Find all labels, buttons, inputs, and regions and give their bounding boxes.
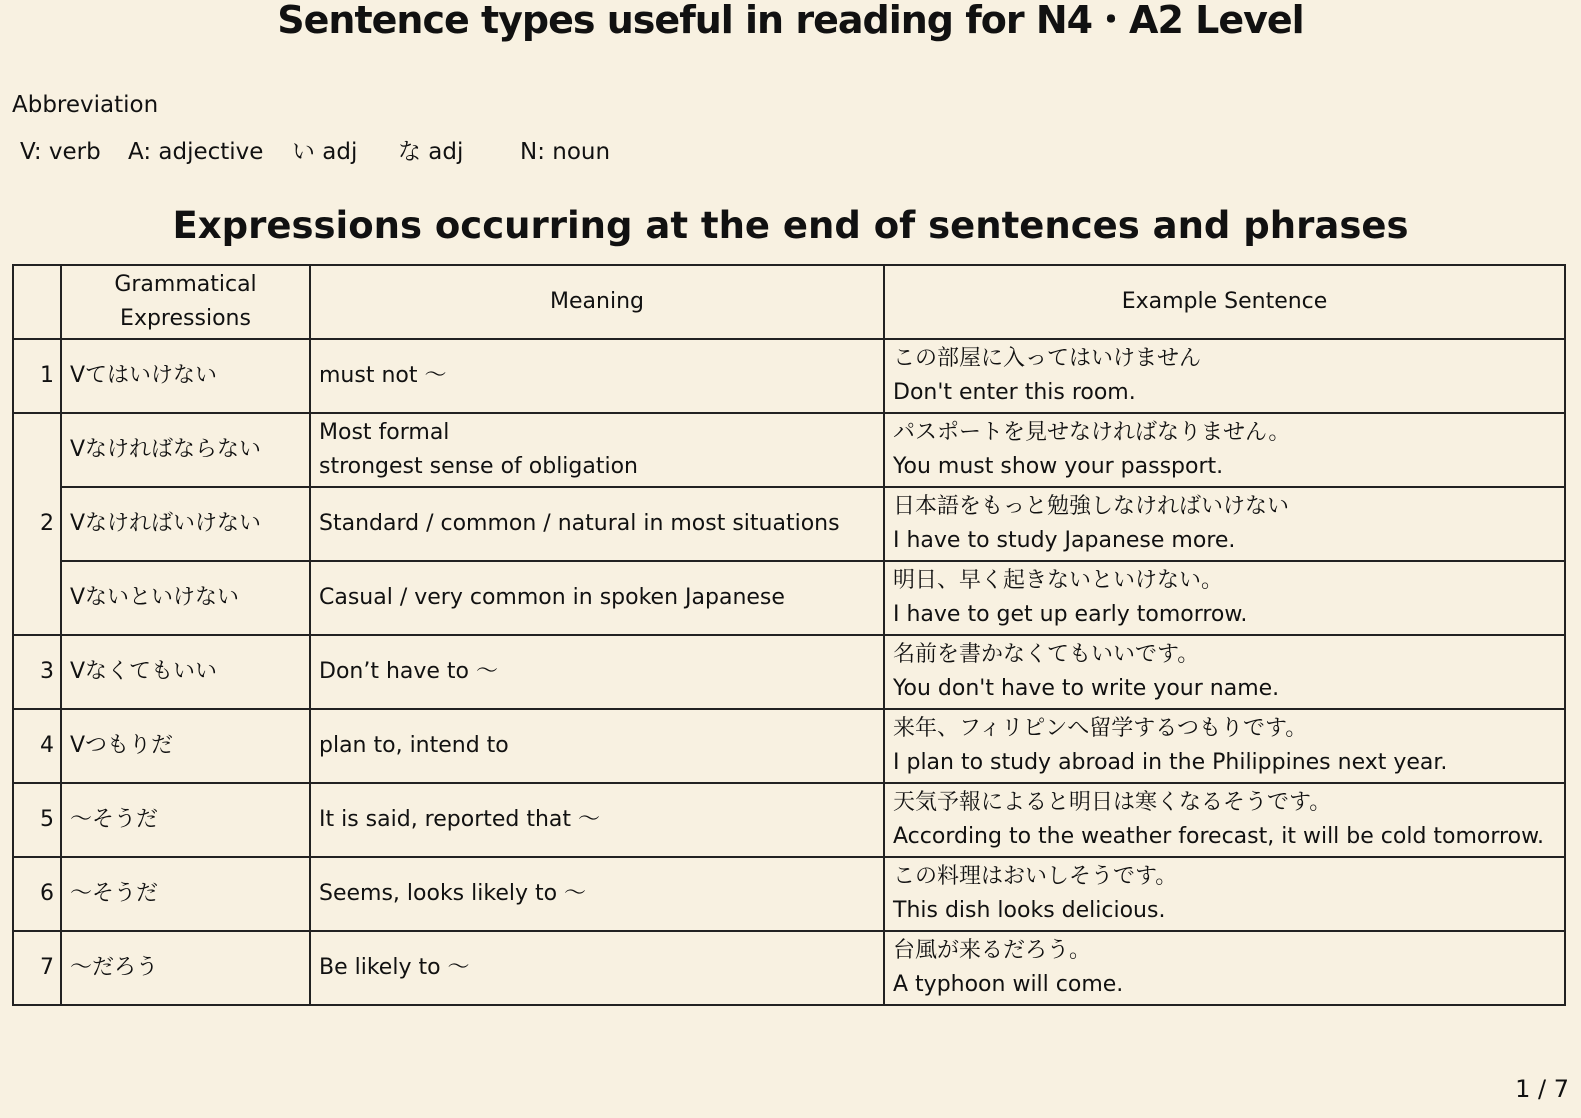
row-meaning-line1: Be likely to 〜 [319,955,470,980]
row-meaning [310,783,884,857]
row-example [884,561,1565,635]
row-number: 3 [13,635,61,709]
table-row [13,339,1565,413]
header-number [13,265,61,339]
row-meaning-line1: plan to, intend to [319,733,509,758]
page-title: Sentence types useful in reading for N4・A2 Level [277,0,1304,42]
row-example [884,857,1565,931]
table-row [13,413,1565,487]
row-number: 7 [13,931,61,1005]
row-example-english: I have to get up early tomorrow. [893,602,1248,627]
row-example-english: I have to study Japanese more. [893,528,1236,553]
table-row [13,487,1565,561]
row-example-japanese: この料理はおいしそうです。 [893,864,1178,889]
row-example [884,635,1565,709]
row-example-english: I plan to study abroad in the Philippines next year. [893,750,1448,775]
row-meaning [310,561,884,635]
row-expression: 〜そうだ [61,783,310,857]
abbreviation-adjective: A: adjective [128,139,264,165]
row-meaning-line1: Standard / common / natural in most situations [319,511,840,536]
row-meaning [310,413,884,487]
table-row [13,635,1565,709]
row-example-english: Don't enter this room. [893,380,1136,405]
table-row [13,857,1565,931]
row-expression: Vなくてもいい [61,635,310,709]
abbreviation-verb: V: verb [20,139,101,165]
row-example-japanese: 台風が来るだろう。 [893,938,1092,963]
row-example-english: A typhoon will come. [893,972,1124,997]
row-number: 2 [13,413,61,635]
row-expression: Vつもりだ [61,709,310,783]
row-meaning-line1: Seems, looks likely to 〜 [319,881,587,906]
row-expression: Vなければいけない [61,487,310,561]
abbreviation-heading: Abbreviation [12,92,159,118]
row-meaning [310,857,884,931]
abbreviation-na-adjective: な adj [398,139,464,165]
row-number: 4 [13,709,61,783]
table-header-row [13,265,1565,339]
row-example [884,931,1565,1005]
row-expression: Vなければならない [61,413,310,487]
row-meaning [310,339,884,413]
row-example-japanese: 明日、早く起きないといけない。 [893,568,1224,593]
grammar-table [12,264,1566,1006]
row-meaning-line2: strongest sense of obligation [319,454,638,479]
page-number: 1 / 7 [1515,1075,1569,1103]
header-expression-line2: Expressions [120,306,251,331]
row-number: 1 [13,339,61,413]
row-example-japanese: 名前を書かなくてもいいです。 [893,642,1200,667]
row-example-english: You must show your passport. [893,454,1224,479]
row-example-japanese: 来年、フィリピンへ留学するつもりです。 [893,716,1308,741]
row-expression: Vてはいけない [61,339,310,413]
table-row [13,709,1565,783]
header-meaning: Meaning [310,265,884,339]
section-title: Expressions occurring at the end of sentences and phrases [172,204,1409,247]
row-example-japanese: この部屋に入ってはいけません [893,346,1202,371]
row-meaning-line1: must not 〜 [319,363,447,388]
header-expression-line1: Grammatical [114,272,257,297]
row-number: 6 [13,857,61,931]
table-row [13,931,1565,1005]
row-example-english: According to the weather forecast, it will be cold tomorrow. [893,824,1545,849]
row-meaning-line1: Casual / very common in spoken Japanese [319,585,785,610]
table-row [13,561,1565,635]
row-meaning-line1: Most formal [319,420,450,445]
row-meaning-line1: Don’t have to 〜 [319,659,499,684]
row-expression: 〜だろう [61,931,310,1005]
abbreviation-noun: N: noun [520,139,611,165]
row-example [884,487,1565,561]
row-example-japanese: 日本語をもっと勉強しなければいけない [893,494,1290,519]
row-example [884,709,1565,783]
row-meaning [310,487,884,561]
header-example: Example Sentence [884,265,1565,339]
row-example [884,783,1565,857]
abbreviation-i-adjective: い adj [292,139,358,165]
row-meaning [310,931,884,1005]
row-expression: Vないといけない [61,561,310,635]
row-example-english: This dish looks delicious. [893,898,1166,923]
row-meaning-line1: It is said, reported that 〜 [319,807,601,832]
row-number: 5 [13,783,61,857]
row-meaning [310,635,884,709]
row-meaning [310,709,884,783]
row-example-japanese: 天気予報によると明日は寒くなるそうです。 [893,790,1332,815]
row-example [884,339,1565,413]
row-example-japanese: パスポートを見せなければなりません。 [893,420,1291,445]
abbreviation-list [0,136,700,168]
row-example-english: You don't have to write your name. [893,676,1280,701]
row-expression: 〜そうだ [61,857,310,931]
table-row [13,783,1565,857]
row-example [884,413,1565,487]
header-expression [61,265,310,339]
